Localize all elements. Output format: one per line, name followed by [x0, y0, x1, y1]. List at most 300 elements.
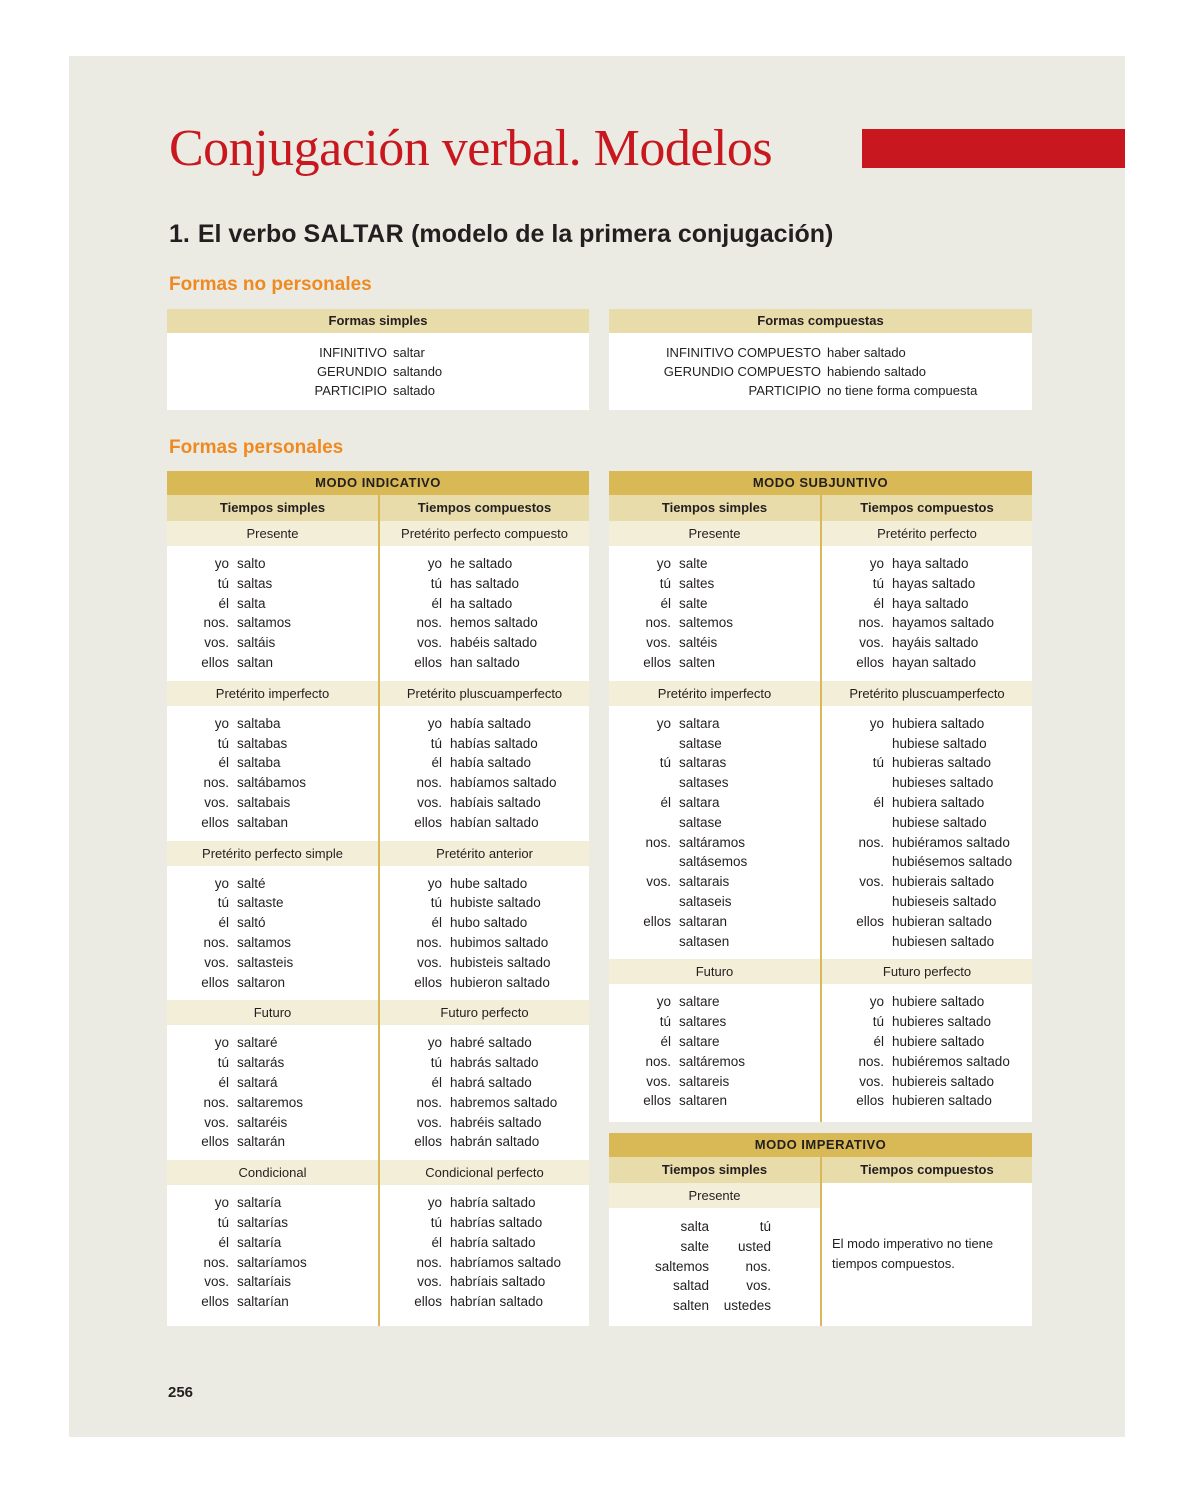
formas-compuestas-list: [609, 345, 1032, 399]
verb-form: habrás saltado: [450, 1055, 539, 1071]
verb-form: habría saltado: [450, 1234, 536, 1250]
verb-form: saltaste: [237, 895, 284, 911]
person-label: vos.: [859, 874, 884, 890]
conjugation-row: [167, 1033, 303, 1053]
section-number: 1.: [169, 220, 190, 248]
person-label: ellos: [201, 814, 229, 830]
verb-form: habrá saltado: [450, 1074, 532, 1090]
conjugation-row: [609, 1091, 745, 1111]
person-label: ellos: [414, 974, 442, 990]
conjugation-row: [380, 734, 557, 754]
conjugation-list: [380, 874, 551, 993]
tense-label: Presente: [609, 521, 820, 546]
conjugation-row: [822, 734, 1012, 754]
conjugation-row: [167, 813, 306, 833]
conjugation-row: [822, 653, 994, 673]
conjugation-row: [380, 1132, 557, 1152]
person-label: nos.: [645, 615, 671, 631]
conjugation-row: [167, 1093, 303, 1113]
verb-form: saltaran: [679, 913, 728, 929]
person-label: él: [873, 595, 884, 611]
formas-simples-box: [167, 309, 589, 410]
subjuntivo-col-compuestos: Tiempos compuestos: [822, 495, 1032, 521]
conjugation-row: [167, 1292, 307, 1312]
verb-form: habían saltado: [450, 814, 539, 830]
conjugation-row: [167, 1132, 303, 1152]
imperativo-col-simples: Tiempos simples: [609, 1157, 820, 1183]
verb-form: saltéis: [679, 635, 718, 651]
person-label: él: [873, 1033, 884, 1049]
form-label: INFINITIVO COMPUESTO: [665, 345, 821, 360]
conjugation-row: [380, 793, 557, 813]
tense-label: Pretérito anterior: [380, 841, 589, 866]
verb-form: saltare: [679, 1033, 720, 1049]
verb-form: hubiésemos saltado: [892, 854, 1013, 870]
conjugation-row: [609, 852, 747, 872]
person-label: [822, 773, 892, 793]
subheading-no-personales: Formas no personales: [169, 274, 372, 295]
verb-form: hubiereis saltado: [892, 1073, 995, 1089]
formas-simples-header: Formas simples: [167, 309, 589, 333]
page-number: 256: [168, 1384, 194, 1401]
person-label: nos.: [645, 1053, 671, 1069]
verb-form: hubiesen saltado: [892, 933, 995, 949]
conjugation-row: [380, 594, 538, 614]
tense-label: Pretérito pluscuamperfecto: [822, 681, 1032, 706]
verb-form: saltaríais: [237, 1274, 292, 1290]
verb-form: hubisteis saltado: [450, 954, 551, 970]
conjugation-list: [167, 714, 306, 833]
person-label: ellos: [414, 654, 442, 670]
imperative-row: [609, 1296, 820, 1316]
conjugation-row: [167, 1233, 307, 1253]
verb-form: saltaría: [237, 1195, 282, 1211]
conjugation-row: [380, 554, 538, 574]
person-label: yo: [427, 715, 442, 731]
person-label: vos.: [204, 1274, 229, 1290]
verb-form: saltareis: [679, 1073, 730, 1089]
verb-form: habríais saltado: [450, 1274, 546, 1290]
verb-form: saltaren: [679, 1093, 728, 1109]
person-label: tú: [872, 1014, 884, 1030]
conjugation-row: [167, 933, 293, 953]
conjugation-row: [822, 872, 1012, 892]
person-label: tú: [759, 1219, 771, 1234]
conjugation-row: [380, 893, 551, 913]
conjugation-row: [822, 992, 1010, 1012]
person-label: él: [431, 755, 442, 771]
person-label: vos.: [417, 635, 442, 651]
conjugation-row: [167, 874, 293, 894]
verb-form: saltara: [679, 794, 720, 810]
tense-label: Pretérito pluscuamperfecto: [380, 681, 589, 706]
conjugation-row: [167, 1272, 307, 1292]
conjugation-list: [609, 992, 745, 1111]
verb-form: hubiéremos saltado: [892, 1053, 1010, 1069]
verb-form: había saltado: [450, 715, 532, 731]
column-divider: [820, 1157, 822, 1326]
person-label: ellos: [201, 1134, 229, 1150]
person-label: él: [218, 595, 229, 611]
verb-form: saltaron: [237, 974, 286, 990]
section-heading: [169, 218, 833, 250]
indicativo-col-simples: Tiempos simples: [167, 495, 378, 521]
person-label: yo: [427, 1195, 442, 1211]
form-label: GERUNDIO: [316, 364, 387, 379]
conjugation-row: [380, 753, 557, 773]
verb-form: saltasen: [679, 933, 730, 949]
conjugation-row: [609, 872, 747, 892]
person-label: ellos: [856, 913, 884, 929]
verb-form: habréis saltado: [450, 1114, 542, 1130]
person-label: ellos: [201, 1294, 229, 1310]
person-label: tú: [872, 755, 884, 771]
person-label: él: [431, 1234, 442, 1250]
verb-form: habré saltado: [450, 1035, 532, 1051]
person-label: vos.: [204, 794, 229, 810]
verb-form: saltarás: [237, 1055, 285, 1071]
person-label: [822, 734, 892, 754]
verb-form: hubieseis saltado: [892, 893, 997, 909]
conjugation-row: [822, 1091, 1010, 1111]
verb-form: saltare: [679, 994, 720, 1010]
verb-form: saltases: [679, 775, 729, 791]
conjugation-row: [822, 892, 1012, 912]
verb-form: saltáramos: [679, 834, 746, 850]
tense-label: Pretérito imperfecto: [609, 681, 820, 706]
imperative-row: [609, 1257, 820, 1277]
conjugation-row: [380, 773, 557, 793]
verb-form: salta: [237, 595, 266, 611]
conjugation-row: [167, 574, 291, 594]
verb-form: hubieses saltado: [892, 775, 994, 791]
person-label: yo: [427, 875, 442, 891]
verb-form: hubiera saltado: [892, 794, 985, 810]
conjugation-row: [609, 833, 747, 853]
conjugation-row: [380, 1272, 561, 1292]
conjugation-row: [822, 1012, 1010, 1032]
verb-form: saltaba: [237, 715, 281, 731]
conjugation-list: [380, 1033, 557, 1152]
person-label: vos.: [746, 1278, 771, 1294]
person-label: vos.: [417, 1274, 442, 1290]
person-label: nos.: [416, 615, 442, 631]
imperativo-forms: [609, 1217, 820, 1316]
verb-form: saltaban: [237, 814, 289, 830]
conjugation-row: [609, 892, 747, 912]
conjugation-row: [167, 1053, 303, 1073]
imperative-row: [609, 1237, 820, 1257]
conjugation-row: [380, 913, 551, 933]
conjugation-row: [167, 633, 291, 653]
verb-form: habrían saltado: [450, 1294, 544, 1310]
tense-label: Presente: [609, 1183, 820, 1208]
conjugation-row: [167, 734, 306, 754]
conjugation-row: [167, 913, 293, 933]
person-label: vos.: [204, 954, 229, 970]
conjugation-row: [380, 1073, 557, 1093]
tense-label: Condicional perfecto: [380, 1160, 589, 1185]
conjugation-row: [822, 554, 994, 574]
form-label: PARTICIPIO: [314, 383, 387, 398]
verb-form: salte: [679, 556, 708, 571]
conjugation-list: [167, 1033, 303, 1152]
conjugation-row: [609, 1072, 745, 1092]
conjugation-row: [167, 773, 306, 793]
imperativo-note: El modo imperativo no tiene tiempos compuestos.: [832, 1236, 994, 1271]
person-label: yo: [656, 556, 671, 571]
person-label: nos.: [858, 834, 884, 850]
person-label: [609, 892, 679, 912]
conjugation-list: [822, 992, 1010, 1111]
verb-form: saltarán: [237, 1134, 286, 1150]
person-label: ellos: [856, 1093, 884, 1109]
person-label: tú: [430, 895, 442, 911]
conjugation-row: [380, 874, 551, 894]
verb-form: salta: [680, 1219, 709, 1234]
conjugation-row: [380, 1193, 561, 1213]
conjugation-list: [167, 554, 291, 673]
person-label: ellos: [201, 974, 229, 990]
person-label: ellos: [856, 654, 884, 670]
conjugation-row: [167, 613, 291, 633]
person-label: yo: [214, 715, 229, 731]
verb-form: hubiere saltado: [892, 994, 985, 1010]
conjugation-row: [167, 714, 306, 734]
person-label: ellos: [414, 1294, 442, 1310]
person-label: tú: [659, 575, 671, 591]
person-label: nos.: [858, 1053, 884, 1069]
formas-simples-list: [167, 345, 456, 399]
person-label: yo: [427, 1035, 442, 1051]
verb-form: saltares: [679, 1014, 727, 1030]
conjugation-row: [167, 594, 291, 614]
conjugation-row: [609, 773, 747, 793]
verb-form: hubiese saltado: [892, 814, 987, 830]
verb-form: saltabas: [237, 735, 288, 751]
verb-form: saltarais: [679, 874, 730, 890]
verb-form: saltáremos: [679, 1053, 746, 1069]
conjugation-row: [167, 1073, 303, 1093]
verb-form: saltas: [237, 575, 273, 591]
conjugation-row: [822, 773, 1012, 793]
verb-form: salté: [237, 875, 266, 891]
modo-indicativo-panel: [167, 471, 589, 1326]
person-label: yo: [869, 556, 884, 571]
person-label: [609, 813, 679, 833]
person-label: nos.: [203, 1094, 229, 1110]
verb-form: han saltado: [450, 654, 520, 670]
verb-form: hubiste saltado: [450, 895, 541, 911]
tense-label: Futuro: [609, 959, 820, 984]
person-label: ustedes: [723, 1298, 771, 1314]
conjugation-row: [380, 1213, 561, 1233]
person-label: tú: [872, 575, 884, 591]
person-label: nos.: [858, 615, 884, 631]
conjugation-row: [380, 1033, 557, 1053]
verb-form: saltase: [679, 814, 722, 830]
conjugation-list: [167, 1193, 307, 1312]
person-label: tú: [430, 1055, 442, 1071]
person-label: yo: [214, 875, 229, 891]
person-label: tú: [217, 1055, 229, 1071]
conjugation-row: [167, 653, 291, 673]
verb-form: hayáis saltado: [892, 635, 979, 651]
conjugation-row: [609, 734, 747, 754]
person-label: nos.: [203, 775, 229, 791]
person-label: él: [218, 1234, 229, 1250]
verb-form: hubieren saltado: [892, 1093, 992, 1109]
conjugation-row: [609, 554, 733, 574]
conjugation-row: [380, 953, 551, 973]
person-label: tú: [217, 895, 229, 911]
conjugation-row: [380, 574, 538, 594]
conjugation-list: [822, 554, 994, 673]
verb-form: hubiere saltado: [892, 1033, 985, 1049]
person-label: yo: [214, 1035, 229, 1051]
person-label: él: [431, 1074, 442, 1090]
title-accent-bar: [862, 129, 1125, 168]
verb-form: saltasteis: [237, 954, 294, 970]
conjugation-row: [380, 973, 551, 993]
form-label: GERUNDIO COMPUESTO: [663, 364, 821, 379]
conjugation-row: [609, 1012, 745, 1032]
conjugation-row: [167, 1193, 307, 1213]
person-label: nos.: [203, 1254, 229, 1270]
verb-form: hubo saltado: [450, 915, 528, 931]
person-label: vos.: [417, 794, 442, 810]
person-label: [609, 852, 679, 872]
conjugation-row: [609, 813, 747, 833]
person-label: ellos: [643, 913, 671, 929]
verb-form: saltaseis: [679, 893, 732, 909]
person-label: yo: [214, 1195, 229, 1211]
verb-form: saltará: [237, 1074, 278, 1090]
person-label: [609, 773, 679, 793]
verb-form: haya saltado: [892, 595, 969, 611]
person-label: usted: [737, 1238, 771, 1254]
person-label: vos.: [417, 954, 442, 970]
verb-form: saltemos: [654, 1258, 709, 1274]
person-label: tú: [430, 1214, 442, 1230]
form-value: saltando: [393, 364, 443, 379]
person-label: yo: [656, 715, 671, 731]
indicativo-col-compuestos: Tiempos compuestos: [380, 495, 589, 521]
conjugation-row: [167, 893, 293, 913]
conjugation-row: [380, 1253, 561, 1273]
person-label: tú: [430, 575, 442, 591]
person-label: nos.: [416, 775, 442, 791]
form-value: no tiene forma compuesta: [827, 383, 978, 398]
person-label: él: [873, 794, 884, 810]
conjugation-row: [822, 852, 1012, 872]
form-value: saltado: [393, 383, 435, 398]
verb-form: saltaría: [237, 1234, 282, 1250]
verb-form: salten: [679, 654, 716, 670]
conjugation-row: [822, 594, 994, 614]
verb-form: hubieran saltado: [892, 913, 992, 929]
person-label: él: [660, 595, 671, 611]
section-verb: SALTAR: [303, 220, 405, 248]
conjugation-list: [822, 714, 1012, 952]
conjugation-row: [167, 554, 291, 574]
conjugation-row: [167, 793, 306, 813]
conjugation-row: [380, 1292, 561, 1312]
verb-form: hayas saltado: [892, 575, 976, 591]
tense-label: Pretérito perfecto compuesto: [380, 521, 589, 546]
formas-compuestas-box: [609, 309, 1032, 410]
conjugation-list: [167, 874, 293, 993]
verb-form: saltad: [672, 1278, 709, 1294]
person-label: vos.: [204, 1114, 229, 1130]
conjugation-row: [822, 793, 1012, 813]
conjugation-row: [609, 912, 747, 932]
verb-form: saltaras: [679, 755, 727, 771]
conjugation-list: [380, 554, 538, 673]
conjugation-row: [380, 714, 557, 734]
conjugation-row: [609, 932, 747, 952]
tense-label: Futuro: [167, 1000, 378, 1025]
person-label: él: [660, 794, 671, 810]
modo-subjuntivo-panel: [609, 471, 1032, 1122]
conjugation-row: [167, 753, 306, 773]
verb-form: saltase: [679, 735, 722, 751]
person-label: yo: [869, 715, 884, 731]
person-label: vos.: [204, 635, 229, 651]
tense-label: Futuro perfecto: [380, 1000, 589, 1025]
person-label: ellos: [643, 1093, 671, 1109]
person-label: tú: [430, 735, 442, 751]
verb-form: habéis saltado: [450, 635, 538, 651]
verb-form: hayamos saltado: [892, 615, 995, 631]
verb-form: hubieres saltado: [892, 1014, 992, 1030]
conjugation-row: [822, 753, 1012, 773]
conjugation-row: [822, 813, 1012, 833]
person-label: nos.: [645, 834, 671, 850]
verb-form: saltamos: [237, 615, 292, 631]
page-title: Conjugación verbal. Modelos: [169, 120, 773, 177]
verb-form: he saltado: [450, 556, 513, 571]
tense-label: Pretérito imperfecto: [167, 681, 378, 706]
conjugation-row: [822, 932, 1012, 952]
person-label: yo: [427, 556, 442, 571]
conjugation-row: [609, 653, 733, 673]
person-label: tú: [217, 575, 229, 591]
person-label: él: [218, 915, 229, 931]
person-label: nos.: [203, 934, 229, 950]
imperative-row: [609, 1217, 820, 1237]
person-label: él: [218, 755, 229, 771]
person-label: [609, 932, 679, 952]
person-label: vos.: [859, 1073, 884, 1089]
imperativo-col-compuestos: Tiempos compuestos: [822, 1157, 1032, 1183]
conjugation-row: [609, 594, 733, 614]
person-label: vos.: [859, 635, 884, 651]
conjugation-row: [822, 833, 1012, 853]
person-label: vos.: [417, 1114, 442, 1130]
conjugation-row: [609, 574, 733, 594]
person-label: yo: [656, 994, 671, 1010]
person-label: tú: [659, 755, 671, 771]
verb-form: hubierais saltado: [892, 874, 995, 890]
person-label: él: [218, 1074, 229, 1090]
verb-form: habrán saltado: [450, 1134, 540, 1150]
verb-form: hubieron saltado: [450, 974, 550, 990]
person-label: él: [660, 1033, 671, 1049]
verb-form: habremos saltado: [450, 1094, 558, 1110]
conjugation-row: [380, 813, 557, 833]
tense-label: Futuro perfecto: [822, 959, 1032, 984]
